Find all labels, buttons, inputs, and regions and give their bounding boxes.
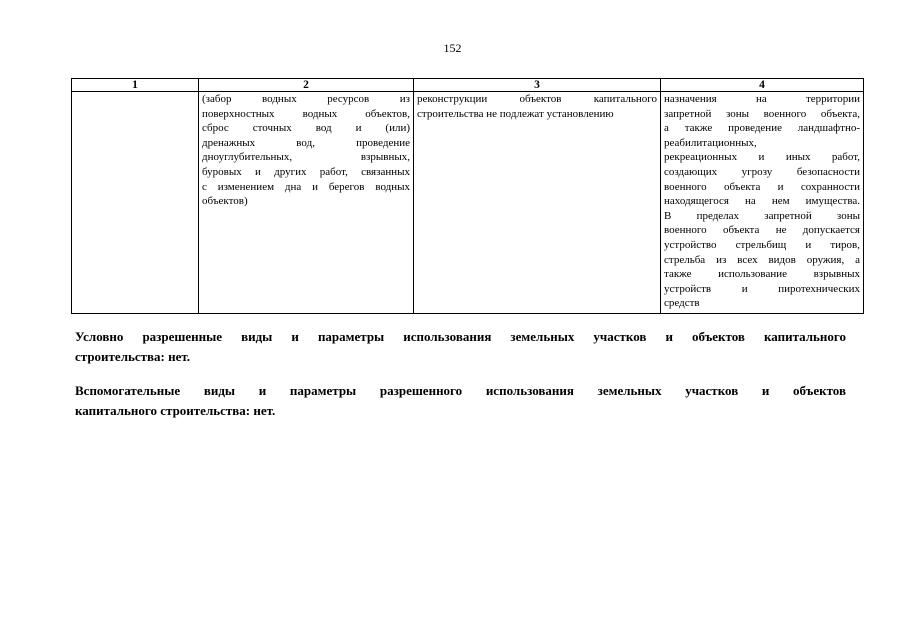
- cell-col-1: [72, 92, 199, 314]
- cell-text-line: с изменением дна и берегов водных: [202, 180, 410, 193]
- cell-text-line: реабилитационных,: [664, 136, 757, 149]
- regulations-table: [71, 78, 864, 314]
- cell-text-line: (забор водных ресурсов из: [202, 93, 410, 105]
- cell-text-line: дноуглубительных, взрывных,: [202, 151, 410, 164]
- cell-text-line: а также проведение ландшафтно-: [664, 122, 860, 135]
- cell-text-line: также использование взрывных: [664, 268, 860, 281]
- cell-col-4: [661, 92, 864, 314]
- page-number: 152: [443, 41, 462, 55]
- cell-text-line: В пределах запретной зоны: [664, 209, 860, 222]
- paragraph-line: капитального строительства: нет.: [75, 403, 276, 418]
- cell-text-line: устройств и пиротехнических: [664, 282, 860, 295]
- paragraph-line: строительства: нет.: [75, 349, 191, 364]
- paragraph-line: Вспомогательные виды и параметры разрешенного использования земельных участков и объектов: [75, 383, 846, 398]
- cell-text-line: находящегося на нем имущества.: [664, 195, 860, 208]
- cell-text-line: буровых и других работ, связанных: [202, 165, 410, 178]
- cell-text-line: дренажных вод, проведение: [202, 136, 410, 149]
- column-header-2: 2: [199, 79, 414, 92]
- cell-text-line: устройство стрельбищ и тиров,: [664, 238, 860, 251]
- cell-text-line: военного объекта и сохранности: [664, 180, 860, 193]
- cell-text-line: стрельба из всех видов оружия, а: [664, 253, 860, 266]
- cell-text-line: реконструкции объектов капитального: [417, 93, 657, 105]
- cell-text-line: средств: [664, 297, 700, 310]
- cell-text-line: объектов): [202, 195, 248, 208]
- cell-text-line: строительства не подлежат установлению: [417, 107, 614, 120]
- cell-text-line: поверхностных водных объектов,: [202, 107, 410, 120]
- table-header-row: [72, 79, 864, 92]
- cell-text-line: назначения на территории: [664, 93, 860, 105]
- column-header-4: 4: [661, 79, 864, 92]
- conditional-use-paragraph: [75, 327, 846, 367]
- column-header-3: 3: [414, 79, 661, 92]
- cell-text-line: военного объекта не допускается: [664, 224, 860, 237]
- paragraph-line: Условно разрешенные виды и параметры использования земельных участков и объектов капитального: [75, 329, 846, 344]
- cell-col-2: [199, 92, 414, 314]
- cell-col-3: [414, 92, 661, 314]
- table-row: [72, 92, 864, 314]
- cell-text-line: создающих угрозу безопасности: [664, 165, 860, 178]
- auxiliary-use-paragraph: [75, 381, 846, 421]
- column-header-1: 1: [72, 79, 199, 92]
- cell-text-line: запретной зоны военного объекта,: [664, 107, 860, 120]
- cell-text-line: сброс сточных вод и (или): [202, 122, 410, 135]
- cell-text-line: рекреационных и иных работ,: [664, 151, 860, 164]
